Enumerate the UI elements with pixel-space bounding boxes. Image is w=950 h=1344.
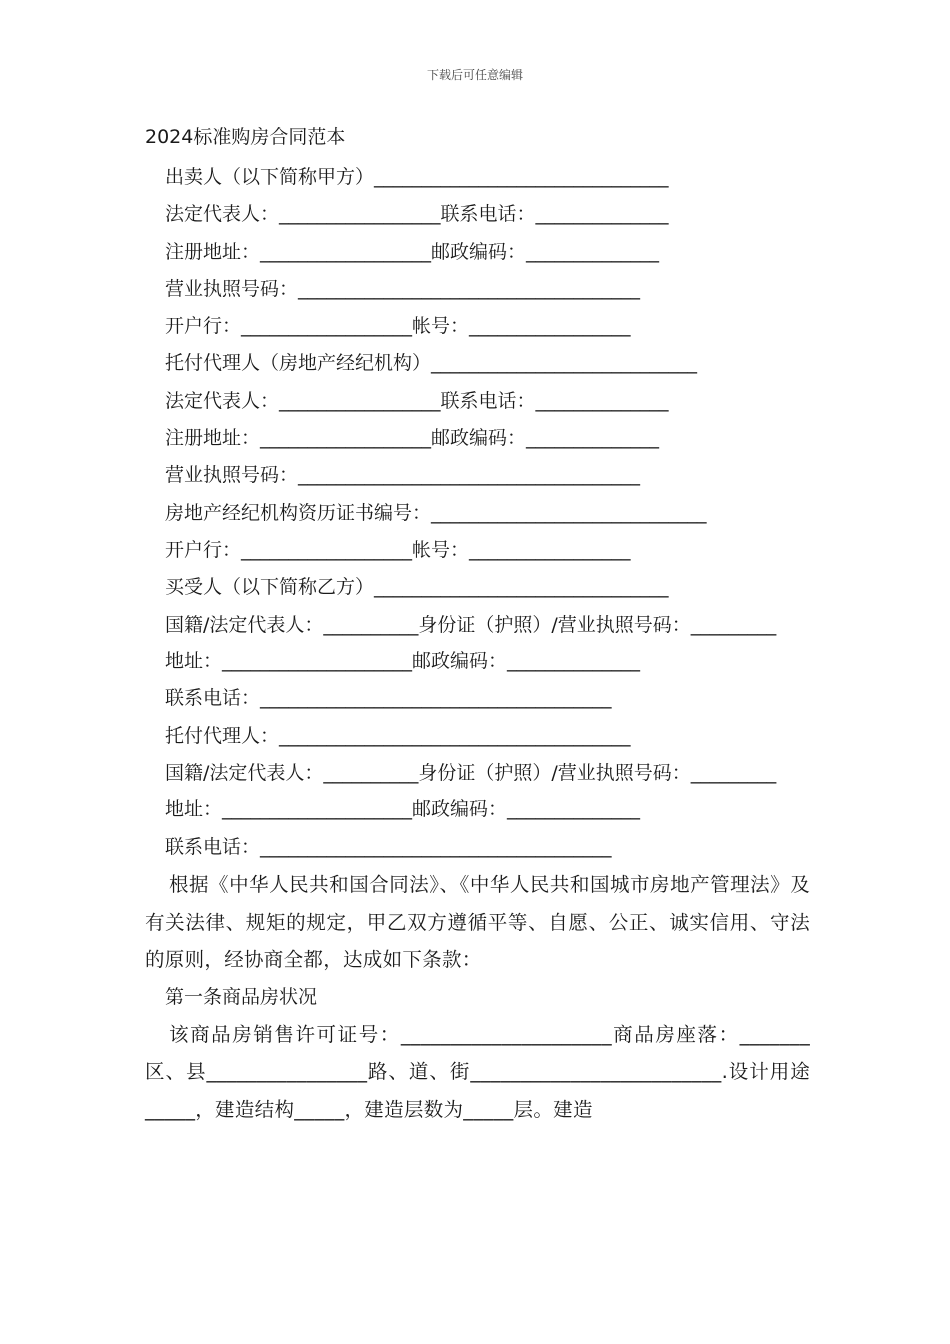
seller-address-line: 注册地址：__________________邮政编码：______________: [165, 240, 660, 263]
seller-license-line: 营业执照号码：____________________________________: [165, 277, 641, 300]
agent-bank-line: 开户行：__________________帐号：_________________: [165, 538, 631, 561]
article-1-paragraph: 该商品房销售许可证号：_____________________商品房座落：_______区、县________________路、道、街_________________________.设计用途_____，建造结构_____，建造层数为_____层。建造: [145, 1022, 810, 1121]
buyer-agent-phone-line: 联系电话：_____________________________________: [165, 835, 612, 858]
buyer-phone-line: 联系电话：_____________________________________: [165, 687, 612, 710]
agent-license-line: 营业执照号码：____________________________________: [165, 464, 641, 487]
agent-address-line: 注册地址：__________________邮政编码：______________: [165, 427, 660, 450]
seller-bank-line: 开户行：__________________帐号：_________________: [165, 315, 631, 338]
agent-line: 托付代理人（房地产经纪机构）____________________________: [165, 352, 698, 375]
buyer-address-line: 地址：____________________邮政编码：______________: [165, 650, 641, 673]
seller-rep-line: 法定代表人：_________________联系电话：______________: [165, 203, 669, 226]
page-header-note: 下载后可任意编辑: [426, 68, 523, 82]
preamble-paragraph: 根据《中华人民共和国合同法》、《中华人民共和国城市房地产管理法》及有关法律、规矩的规定，甲乙双方遵循平等、自愿、公正、诚实信用、守法的原则，经协商全都，达成如下条款：: [145, 873, 810, 972]
contract-body: [145, 122, 810, 1128]
buyer-id-line: 国籍/法定代表人：__________身份证（护照）/营业执照号码：_________: [165, 613, 777, 636]
buyer-agent-address-line: 地址：____________________邮政编码：______________: [165, 798, 641, 821]
article-1-title: 第一条商品房状况: [165, 985, 318, 1008]
seller-line: 出卖人（以下简称甲方）_______________________________: [165, 166, 669, 188]
agent-rep-line: 法定代表人：_________________联系电话：______________: [165, 389, 669, 412]
buyer-agent-id-line: 国籍/法定代表人：__________身份证（护照）/营业执照号码：_________: [165, 761, 777, 784]
agent-certificate-line: 房地产经纪机构资历证书编号：_____________________________: [165, 501, 707, 524]
buyer-agent-line: 托付代理人：_____________________________________: [165, 724, 631, 747]
document-title: 2024标准购房合同范本: [145, 126, 346, 148]
buyer-line: 买受人（以下简称乙方）_______________________________: [165, 576, 669, 599]
